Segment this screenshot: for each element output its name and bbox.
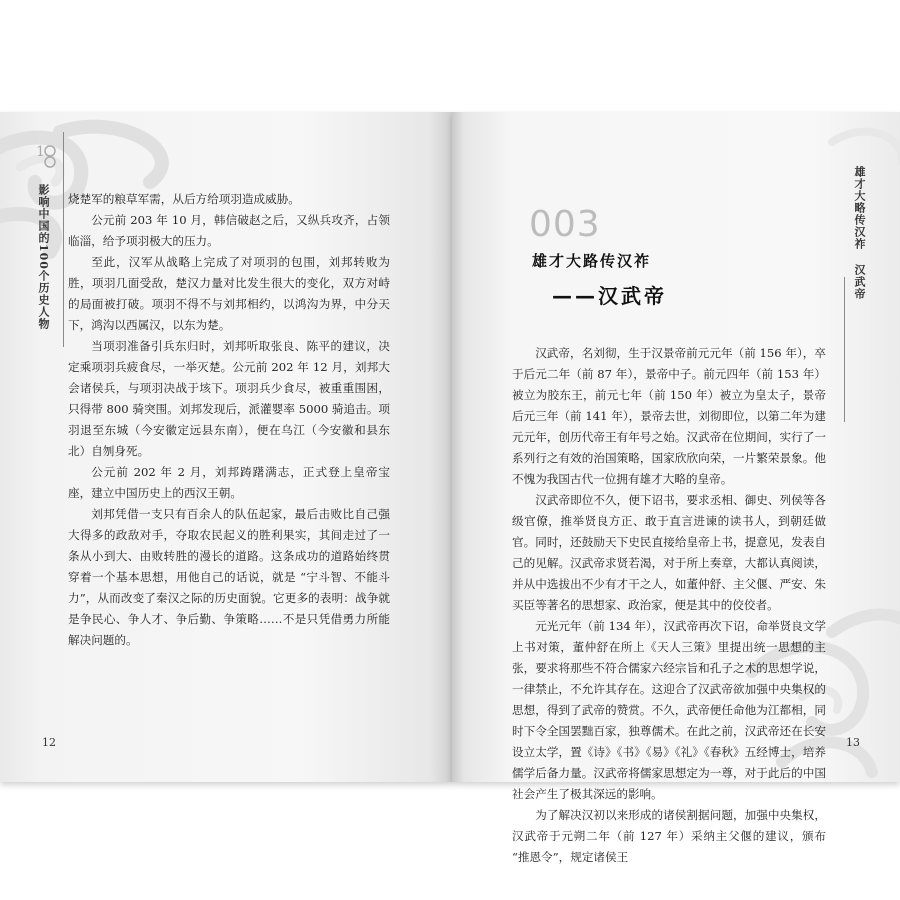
left-paragraph-5: 公元前 202 年 2 月，刘邦踌躇满志，正式登上皇帝宝座，建立中国历史上的西汉王朝。 (68, 465, 390, 500)
chapter-subtitle: ——汉武帝 (552, 284, 667, 308)
left-paragraph-6: 刘邦凭借一支只有百余人的队伍起家，最后击败比自己强大得多的政敌对手，夺取农民起义的胜利果实，其间走过了一条从小到大、由败转胜的漫长的道路。这条成功的道路始终贯穿着一个基本思想，用他自己的话说，就是 “宁斗智、不能斗力”，从而改变了秦汉之际的历史面貌。它更多的表明：战争就是争民心、争人才、争后勤、争策略……不是只凭借勇力所能解决问题的。 (68, 507, 390, 647)
right-paragraph-1: 汉武帝，名刘彻，生于汉景帝前元元年（前 156 年），卒于后元二年（前 87 年），景帝中子。前元四年（前 153 年）被立为胶东王，前元七年（前 150 年）被立为皇太子，景帝后元三年（前 141 年），景帝去世，刘彻即位，以第二年为建元元年，创历代帝王有年号之始。汉武帝在位期间，实行了一系列行之有效的治国策略，国家欣欣向荣，一片繁荣景象。他不愧为我国古代一位拥有雄才大略的皇帝。 (512, 346, 826, 486)
side-subtitle: 汉武帝 (853, 264, 866, 300)
right-body-text (512, 343, 826, 868)
side-title: 雄才大略传汉祚 (853, 166, 866, 250)
right-paragraph-3: 元光元年（前 134 年），汉武帝再次下诏，命举贤良文学上书对策，董仲舒在所上《天人三策》里提出统一思想的主张，要求将那些不符合儒家六经宗旨和孔子之术的思想学说，一律禁止，不允许其存在。这迎合了汉武帝欲加强中央集权的思想，得到了武帝的赞赏。不久，武帝便任命他为江都相，同时下令全国罢黜百家，独尊儒术。在此之前，汉武帝还在长安设立太学，置《诗》《书》《易》《礼》《春秋》五经博士，培养儒学后备力量。汉武帝将儒家思想定为一尊，对于此后的中国社会产生了极其深远的影响。 (512, 619, 826, 801)
left-paragraph-1: 烧楚军的粮草军需，从后方给项羽造成威胁。 (68, 192, 300, 206)
series-title-vertical (36, 142, 66, 330)
open-book (0, 112, 900, 864)
left-page (0, 112, 452, 782)
svg-text:1: 1 (36, 144, 45, 160)
left-paragraph-4: 当项羽准备引兵东归时，刘邦听取张良、陈平的建议，决定乘项羽兵疲食尽，一举灭楚。公元前 202 年 12 月，刘邦大会诸侯兵，与项羽决战于垓下。项羽兵少食尽，被重重围困，只得带 800 骑突围。刘邦发现后，派灌婴率 5000 骑追击。项羽退至东城（今安徽定远县东南），便在乌江（今安徽和县东北）自刎身死。 (68, 339, 390, 458)
right-page (452, 112, 900, 864)
side-title-rule (844, 277, 845, 422)
chapter-number: 003 (529, 204, 601, 245)
series-title: 影响中国的100个历史人物 (37, 184, 50, 330)
side-title-vertical (852, 166, 866, 300)
left-paragraph-2: 公元前 203 年 10 月，韩信破赵之后，又纵兵攻齐，占领临淄，给予项羽极大的压力。 (68, 213, 390, 248)
right-paragraph-4: 为了解决汉初以来形成的诸侯割据问题，加强中央集权，汉武帝于元朔二年（前 127 年）采纳主父偃的建议，颁布 “推恩令”，规定诸侯王 (512, 808, 826, 864)
left-paragraph-3: 至此，汉军从战略上完成了对项羽的包围，刘邦转败为胜，项羽几面受敌，楚汉力量对比发生很大的变化，双方对峙的局面被打破。项羽不得不与刘邦相约，以鸿沟为界，中分天下，鸿沟以西属汉，以东为楚。 (68, 255, 390, 332)
left-body-text (68, 189, 390, 651)
series-logo-icon (36, 142, 60, 174)
left-page-number: 12 (42, 736, 56, 749)
right-paragraph-2: 汉武帝即位不久，便下诏书，要求丞相、御史、列侯等各级官僚，推举贤良方正、敢于直言进谏的读书人，到朝廷做官。同时，还鼓励天下史民直接给皇帝上书，提意见，发表自己的见解。汉武帝求贤若渴，对于所上奏章，大都认真阅读，并从中选拔出不少有才干之人，如董仲舒、主父偃、严安、朱买臣等著名的思想家、政治家，便是其中的佼佼者。 (512, 493, 826, 612)
right-page-number: 13 (846, 736, 860, 749)
chapter-title: 雄才大路传汉祚 (532, 252, 652, 270)
series-title-rule (63, 132, 64, 347)
